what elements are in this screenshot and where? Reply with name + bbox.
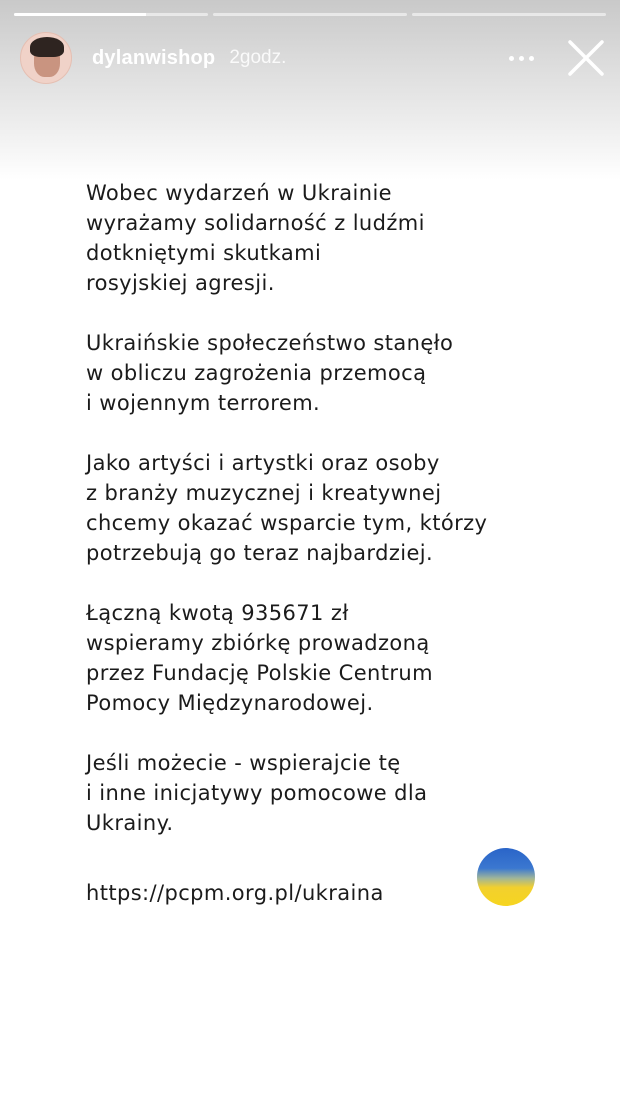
text-line: z branży muzycznej i kreatywnej bbox=[86, 481, 442, 505]
text-line: dotkniętymi skutkami bbox=[86, 241, 322, 265]
text-line: Wobec wydarzeń w Ukrainie bbox=[86, 181, 392, 205]
text-line: chcemy okazać wsparcie tym, którzy bbox=[86, 511, 488, 535]
text-line: potrzebują go teraz najbardziej. bbox=[86, 541, 434, 565]
text-line: Pomocy Międzynarodowej. bbox=[86, 691, 374, 715]
text-line: i inne inicjatywy pomocowe dla bbox=[86, 781, 428, 805]
text-line: Jako artyści i artystki oraz osoby bbox=[86, 451, 440, 475]
more-icon-dot bbox=[519, 56, 524, 61]
paragraph-2 bbox=[86, 328, 546, 418]
username[interactable]: dylanwishop bbox=[92, 46, 216, 69]
ukraine-flag-icon bbox=[477, 848, 535, 906]
progress-segment-3 bbox=[412, 13, 606, 16]
text-line: i wojennym terrorem. bbox=[86, 391, 321, 415]
avatar[interactable] bbox=[20, 32, 72, 84]
text-line: w obliczu zagrożenia przemocą bbox=[86, 361, 427, 385]
text-line: wspieramy zbiórkę prowadzoną bbox=[86, 631, 430, 655]
more-icon-dot bbox=[529, 56, 534, 61]
text-line: przez Fundację Polskie Centrum bbox=[86, 661, 433, 685]
progress-segment-2 bbox=[213, 13, 407, 16]
text-line: Łączną kwotą 935671 zł bbox=[86, 601, 349, 625]
avatar-hair bbox=[30, 37, 64, 57]
text-line: rosyjskiej agresji. bbox=[86, 271, 275, 295]
text-line: Jeśli możecie - wspierajcie tę bbox=[86, 751, 401, 775]
top-gradient bbox=[0, 0, 620, 180]
story-text bbox=[86, 178, 546, 868]
close-icon bbox=[566, 38, 606, 78]
story-progress-bar bbox=[14, 13, 606, 16]
paragraph-4 bbox=[86, 598, 546, 718]
progress-fill-1 bbox=[14, 13, 146, 16]
close-button[interactable] bbox=[566, 38, 606, 78]
progress-segment-1 bbox=[14, 13, 208, 16]
more-button[interactable] bbox=[496, 43, 546, 73]
text-line: Ukrainy. bbox=[86, 811, 174, 835]
paragraph-1 bbox=[86, 178, 546, 298]
post-time: 2godz. bbox=[229, 47, 287, 68]
paragraph-3 bbox=[86, 448, 546, 568]
text-line: wyrażamy solidarność z ludźmi bbox=[86, 211, 425, 235]
support-link[interactable]: https://pcpm.org.pl/ukraina bbox=[86, 881, 384, 905]
text-line: Ukraińskie społeczeństwo stanęło bbox=[86, 331, 454, 355]
paragraph-5 bbox=[86, 748, 546, 838]
more-icon bbox=[509, 56, 514, 61]
